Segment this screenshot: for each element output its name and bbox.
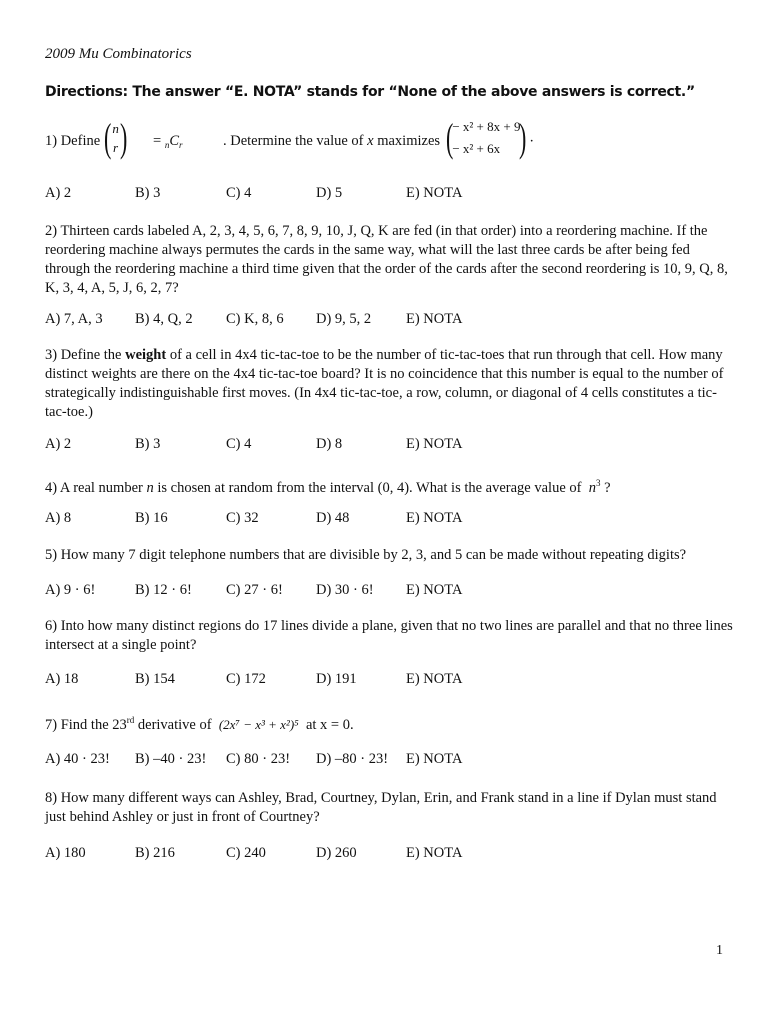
q7-pre: 7) Find the 23 (45, 716, 127, 733)
q4-mid: is chosen at random from the interval (0, 4). What is the average value of (157, 479, 582, 496)
question-2: 2) Thirteen cards labeled A, 2, 3, 4, 5, 6, 7, 8, 9, 10, J, Q, K are fed (in that order) into a reordering machine. If the reordering machine always permutes the cards in the same way, what will the last three cards be after being fed through the reordering machine a third time given that the order of the cards after the second reordering is 10, 9, Q, 8, K, 3, 4, A, 5, J, 6, 2, 7? (45, 223, 728, 296)
q3-pre: 3) Define the (45, 347, 122, 363)
choice-b[interactable]: B) 16 (135, 510, 168, 526)
q1-maximizes: maximizes (377, 133, 441, 149)
page-number: 1 (716, 943, 723, 958)
q1-ncr (153, 132, 183, 155)
choice-b[interactable]: B) 4, Q, 2 (135, 311, 193, 327)
choice-c[interactable]: C) 27 · 6! (226, 582, 283, 598)
directions: Directions: The answer “E. NOTA” stands for “None of the above answers is correct.” (45, 84, 695, 100)
choice-d[interactable]: D) –80 · 23! (316, 751, 389, 767)
choice-b[interactable]: B) 3 (135, 185, 161, 201)
right-paren: ) (119, 115, 128, 160)
choice-a[interactable]: A) 2 (45, 185, 72, 201)
q1-fraction-expr (443, 116, 533, 160)
choice-a[interactable]: A) 2 (45, 436, 72, 452)
q4-pre: 4) A real number (45, 479, 143, 496)
choice-d[interactable]: D) 5 (316, 185, 343, 201)
choice-c[interactable]: C) 172 (226, 671, 266, 687)
q1-var: x (367, 133, 374, 149)
choice-b[interactable]: B) 216 (135, 845, 175, 861)
question-1 (45, 115, 735, 164)
choice-c[interactable]: C) K, 8, 6 (226, 311, 284, 327)
question-3 (45, 346, 735, 422)
question-5: 5) How many 7 digit telephone numbers that are divisible by 2, 3, and 5 can be made without repeating digits? (45, 547, 687, 563)
choice-a[interactable]: A) 40 · 23! (45, 751, 110, 767)
right-paren: ) (519, 115, 527, 160)
choice-d[interactable]: D) 191 (316, 671, 357, 687)
choice-e[interactable]: E) NOTA (406, 311, 463, 327)
q7-expr: (2x⁷ − x³ + x²)⁵ (218, 716, 299, 732)
q4-expr-base: n (588, 479, 596, 496)
q1-middle: . Determine the value of (223, 133, 364, 149)
equals-sign: = (153, 133, 162, 149)
binom-bottom: r (113, 140, 119, 155)
q3-bold-term: weight (125, 347, 167, 363)
q4-end: ? (604, 479, 611, 496)
choice-d[interactable]: D) 8 (316, 436, 343, 452)
q4-var: n (146, 479, 154, 496)
choice-c[interactable]: C) 80 · 23! (226, 751, 291, 767)
ncr-n: n (164, 140, 170, 150)
q1-prefix: 1) Define (45, 133, 101, 149)
choice-e[interactable]: E) NOTA (406, 582, 463, 598)
question-6: 6) Into how many distinct regions do 17 lines divide a plane, given that no two lines are parallel and that no three lines intersect at a single point? (45, 618, 733, 653)
choice-b[interactable]: B) 154 (135, 671, 175, 687)
bottom-expr: − x² + 6x (452, 141, 501, 156)
choice-d[interactable]: D) 260 (316, 845, 357, 861)
choice-e[interactable]: E) NOTA (406, 845, 463, 861)
choice-a[interactable]: A) 9 · 6! (45, 582, 96, 598)
q1-text (223, 132, 440, 151)
choice-e[interactable]: E) NOTA (406, 185, 463, 201)
left-paren: ( (445, 115, 454, 160)
choice-e[interactable]: E) NOTA (406, 751, 463, 767)
choice-b[interactable]: B) 12 · 6! (135, 582, 192, 598)
choice-a[interactable]: A) 180 (45, 845, 86, 861)
page-header: 2009 Mu Combinatorics (45, 46, 192, 62)
choice-c[interactable]: C) 4 (226, 185, 252, 201)
choice-c[interactable]: C) 32 (226, 510, 259, 526)
choice-c[interactable]: C) 240 (226, 845, 266, 861)
q3-post: of a cell in 4x4 tic-tac-toe to be the number of tic-tac-toes that run through that cell. How many distinct weights are there on the 4x4 tic-tac-toe board? It is no coincidence that this number is equal to the number of strategically indistinguishable first moves. (In 4x4 tic-tac-toe, a row, column, or diagonal of 4 cells constitutes a tic-tac-toe.) (45, 347, 724, 420)
ncr-r: r (178, 140, 183, 150)
question-8: 8) How many different ways can Ashley, Brad, Courtney, Dylan, Erin, and Frank stand in a line if Dylan must stand just behind Ashley or just in front of Courtney? (45, 790, 717, 825)
left-paren: ( (103, 115, 112, 160)
choice-c[interactable]: C) 4 (226, 436, 252, 452)
choice-e[interactable]: E) NOTA (406, 510, 463, 526)
ncr-c: C (169, 133, 179, 149)
choice-d[interactable]: D) 30 · 6! (316, 582, 374, 598)
choice-a[interactable]: A) 18 (45, 671, 79, 687)
question-7 (45, 711, 735, 735)
choice-e[interactable]: E) NOTA (406, 671, 463, 687)
choice-b[interactable]: B) –40 · 23! (135, 751, 207, 767)
binom-top: n (112, 121, 119, 136)
choice-d[interactable]: D) 48 (316, 510, 350, 526)
top-expr: − x² + 8x + 9 (452, 119, 521, 134)
question-4 (45, 474, 735, 498)
choice-a[interactable]: A) 7, A, 3 (45, 311, 103, 327)
q1-period: . (529, 129, 534, 146)
q4-expr-exp: 3 (595, 478, 601, 488)
choice-a[interactable]: A) 8 (45, 510, 72, 526)
choice-d[interactable]: D) 9, 5, 2 (316, 311, 372, 327)
q7-sup: rd (126, 715, 135, 725)
q1-binomial (101, 115, 130, 160)
choice-b[interactable]: B) 3 (135, 436, 161, 452)
q7-mid: derivative of (137, 716, 212, 733)
q7-end: at x = 0. (305, 716, 354, 733)
choice-e[interactable]: E) NOTA (406, 436, 463, 452)
